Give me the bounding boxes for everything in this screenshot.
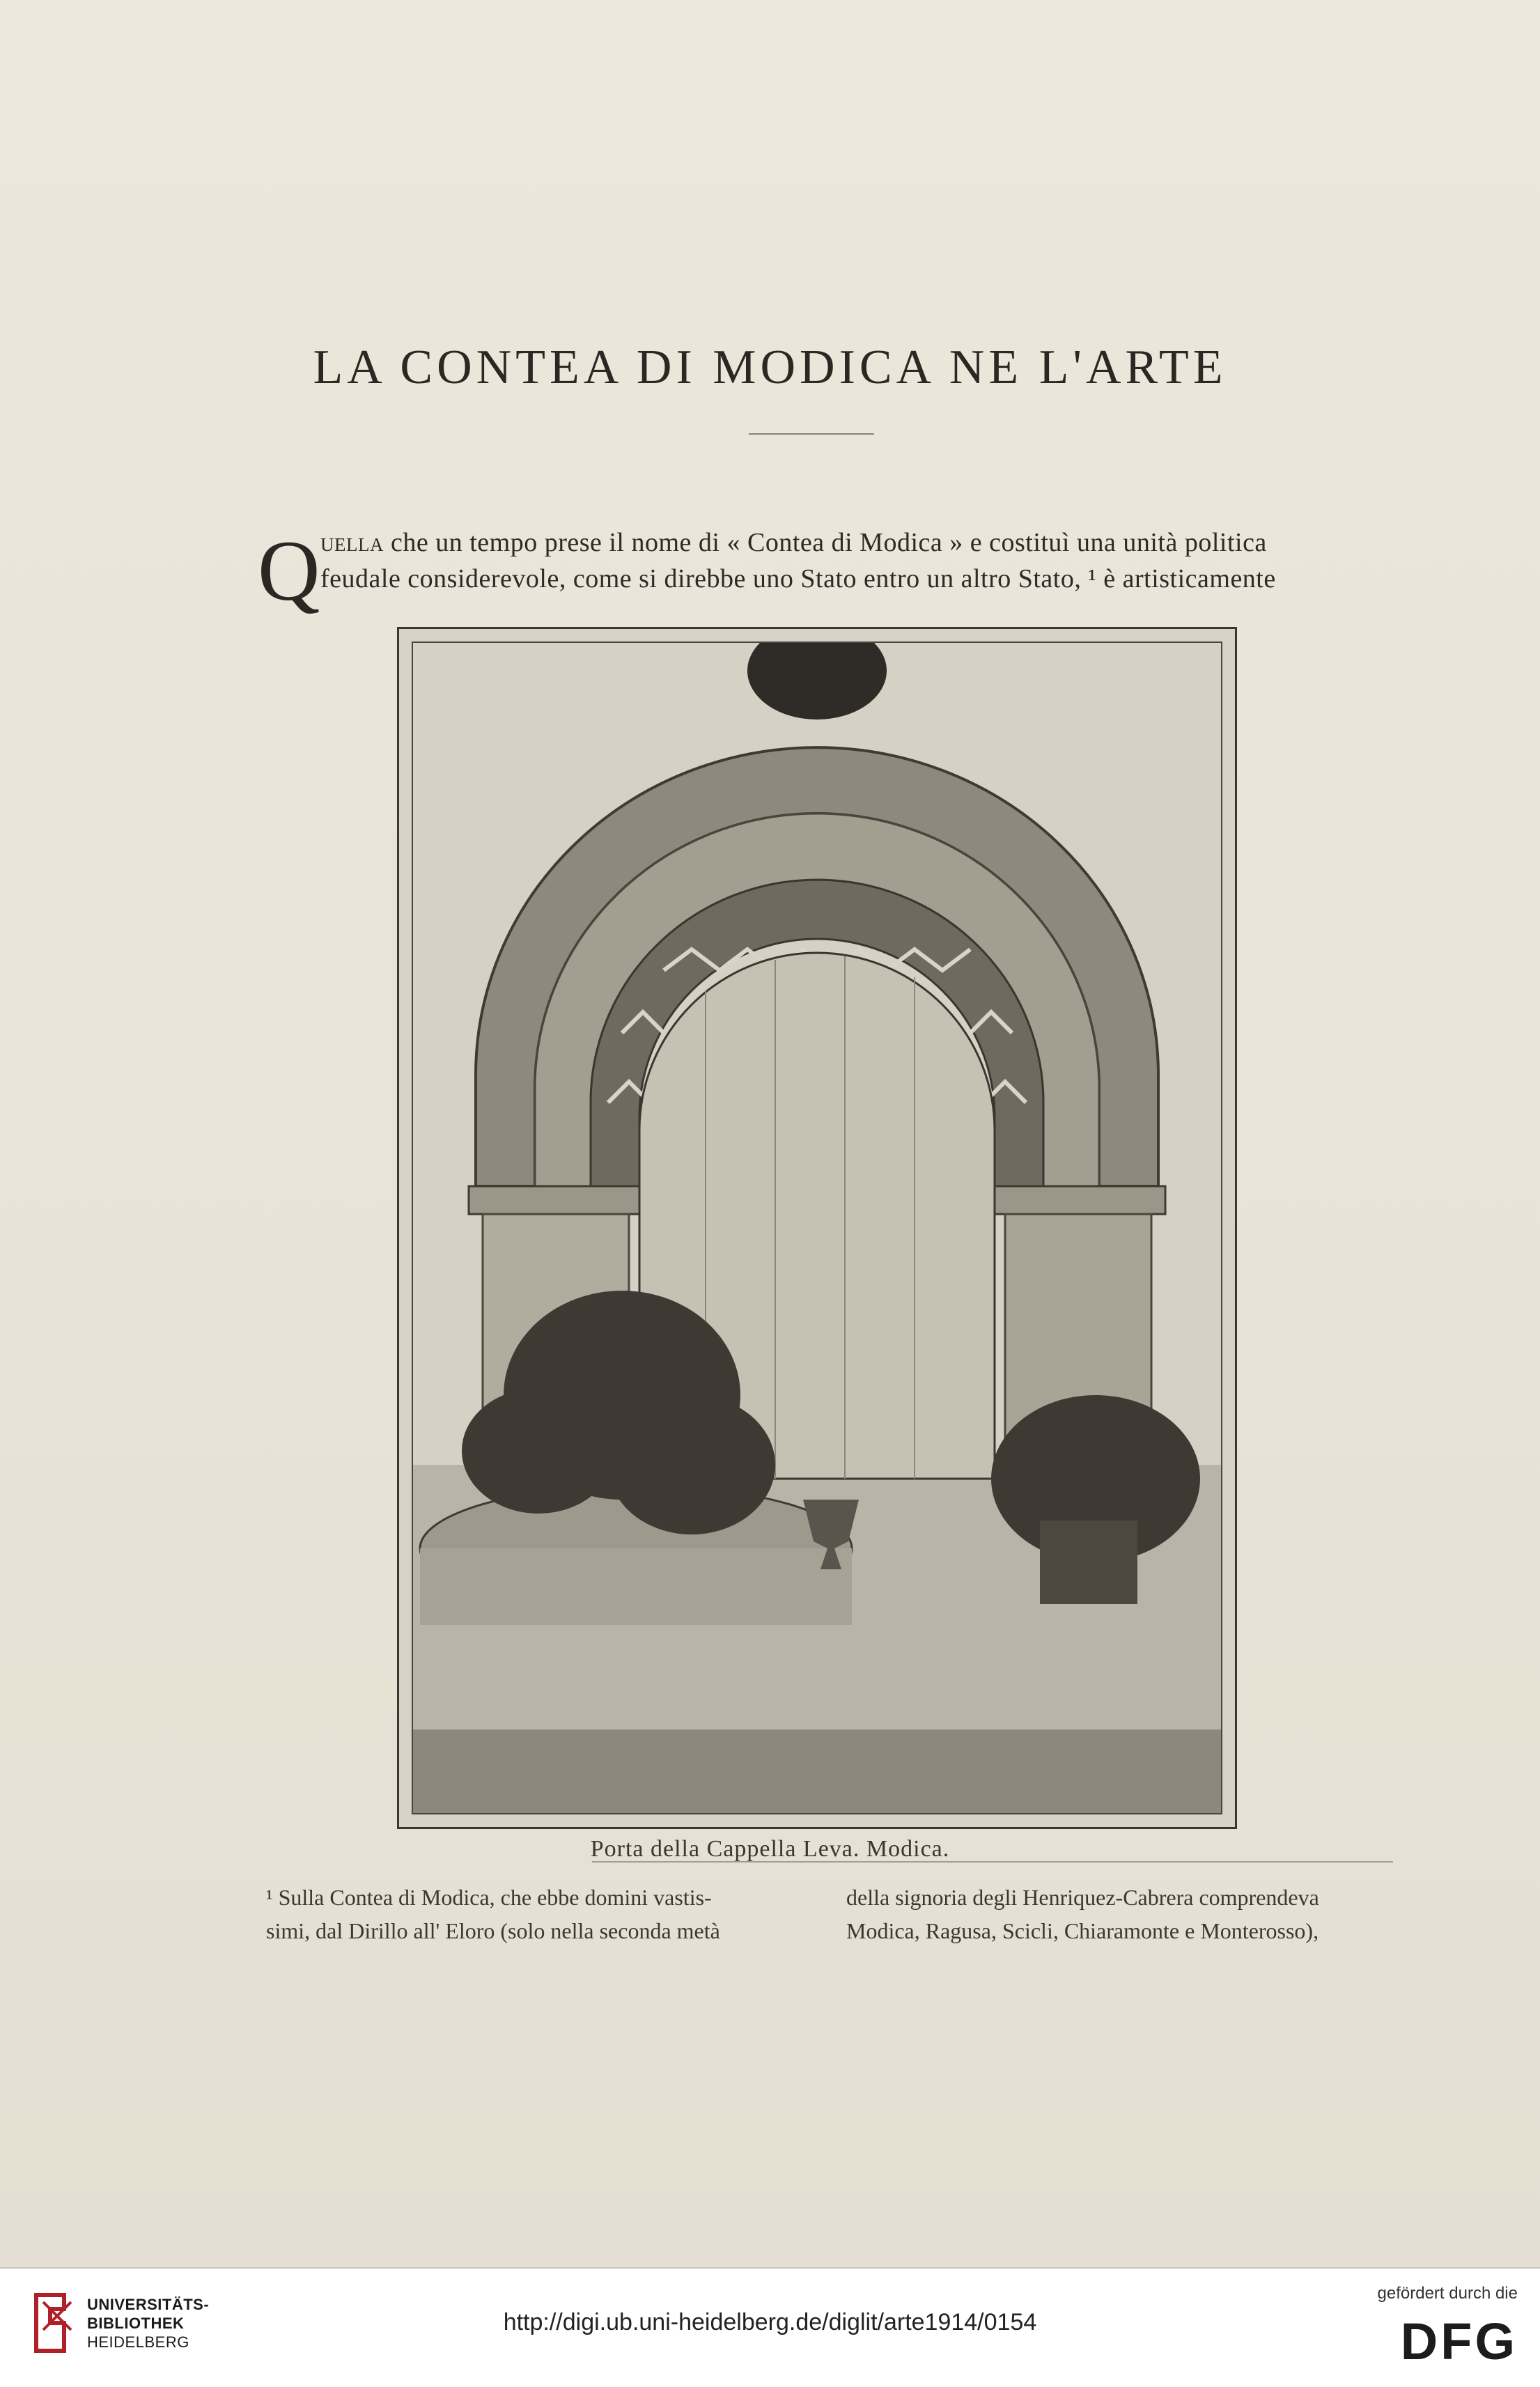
footnote-divider — [592, 1861, 1393, 1863]
body-line-1-smallcaps: uella — [320, 528, 384, 557]
figure-caption: Porta della Cappella Leva. Modica. — [590, 1836, 950, 1862]
dfg-logo: DFG — [1400, 2312, 1518, 2370]
body-line-1-text: che un tempo prese il nome di « Contea di Modica » e costituì una unità politica — [383, 528, 1267, 557]
photo-arched-doorway — [412, 642, 1222, 1814]
title-divider — [749, 433, 874, 435]
library-line-2: BIBLIOTHEK — [87, 2315, 185, 2332]
library-line-1: UNIVERSITÄTS- — [87, 2296, 210, 2313]
footer-bar — [0, 2267, 1540, 2387]
footnote-left-line-1: ¹ Sulla Contea di Modica, che ebbe domini vastis- — [266, 1885, 712, 1910]
footnote-left-line-2: simi, dal Dirillo all' Eloro (solo nella seconda metà — [266, 1918, 720, 1943]
doorway-illustration — [413, 643, 1221, 1813]
library-line-3: HEIDELBERG — [87, 2333, 189, 2351]
body-line-2: feudale considerevole, come si direbbe uno Stato entro un altro Stato, ¹ è artisticamente — [320, 564, 1276, 593]
drop-cap: Q — [258, 523, 320, 619]
funding-note: gefördert durch die — [1377, 2284, 1518, 2303]
footnote-left-column — [266, 1881, 720, 1947]
body-line-1 — [320, 529, 1463, 556]
permalink-url[interactable]: http://digi.ub.uni-heidelberg.de/diglit/arte1914/0154 — [503, 2309, 1037, 2335]
footnote-right-column — [846, 1881, 1319, 1947]
article-title: LA CONTEA DI MODICA NE L'ARTE — [313, 341, 1227, 394]
footnote-right-line-2: Modica, Ragusa, Scicli, Chiaramonte e Monterosso), — [846, 1918, 1319, 1943]
footnote-right-line-1: della signoria degli Henriquez-Cabrera comprendeva — [846, 1885, 1319, 1910]
figure-photograph — [397, 627, 1237, 1829]
